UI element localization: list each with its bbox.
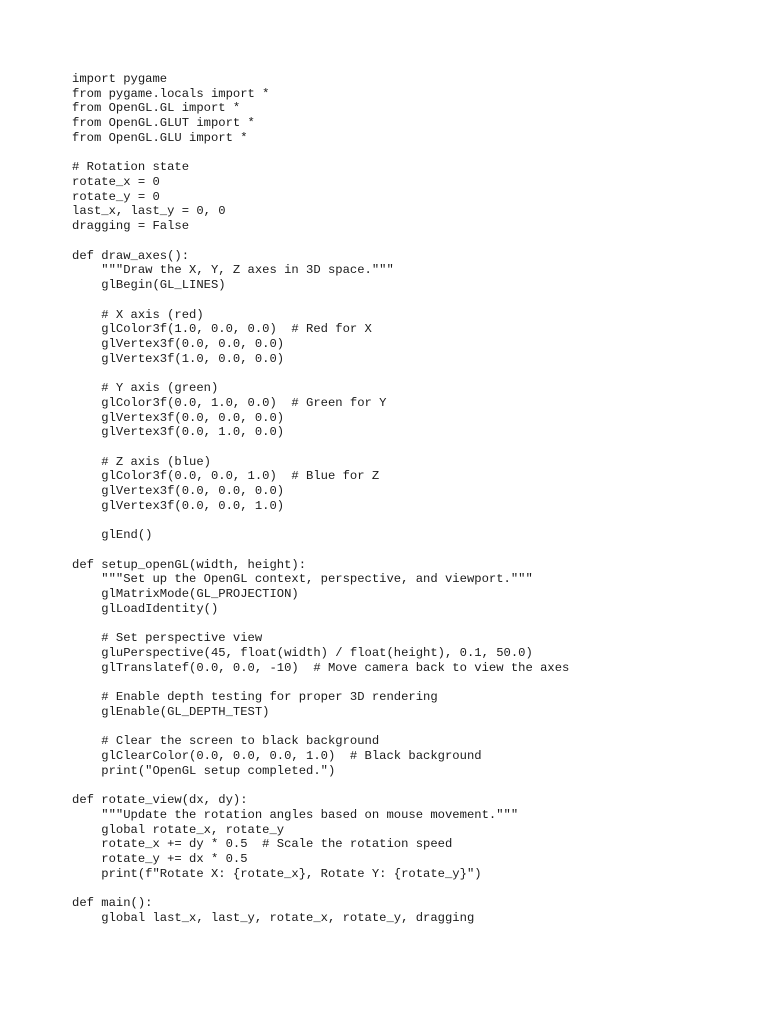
code-line: glColor3f(0.0, 0.0, 1.0) # Blue for Z (72, 469, 380, 484)
code-line (72, 440, 732, 455)
code-line: glColor3f(0.0, 1.0, 0.0) # Green for Y (72, 395, 387, 410)
code-line: global last_x, last_y, rotate_x, rotate_y, dragging (72, 910, 475, 925)
code-line: gluPerspective(45, float(width) / float(height), 0.1, 50.0) (72, 646, 533, 661)
code-line: rotate_x = 0 (72, 175, 160, 190)
code-line: rotate_y += dx * 0.5 (72, 852, 248, 867)
code-line: from OpenGL.GL import * (72, 101, 241, 116)
code-line: rotate_y = 0 (72, 189, 160, 204)
code-line (72, 543, 732, 558)
code-line: glVertex3f(0.0, 0.0, 0.0) (72, 336, 285, 351)
code-line (72, 514, 732, 529)
code-line: glVertex3f(0.0, 0.0, 0.0) (72, 410, 285, 425)
code-line (72, 779, 732, 794)
code-line (72, 882, 732, 897)
code-line: def draw_axes(): (72, 248, 190, 263)
code-line: # Clear the screen to black background (72, 734, 380, 749)
code-line: glEnable(GL_DEPTH_TEST) (72, 704, 270, 719)
code-line: def setup_openGL(width, height): (72, 557, 307, 572)
code-line: def rotate_view(dx, dy): (72, 793, 248, 808)
code-line: last_x, last_y = 0, 0 (72, 204, 226, 219)
code-line: from OpenGL.GLU import * (72, 130, 248, 145)
code-line (72, 146, 732, 161)
code-line: # X axis (red) (72, 307, 204, 322)
code-line: # Z axis (blue) (72, 454, 211, 469)
code-line: print(f"Rotate X: {rotate_x}, Rotate Y: {rotate_y}") (72, 866, 482, 881)
code-line: print("OpenGL setup completed.") (72, 763, 336, 778)
code-line: def main(): (72, 896, 153, 911)
code-line: dragging = False (72, 219, 190, 234)
code-line: glBegin(GL_LINES) (72, 278, 226, 293)
code-line (72, 675, 732, 690)
code-line: """Update the rotation angles based on mouse movement.""" (72, 807, 519, 822)
code-line: glEnd() (72, 528, 153, 543)
code-line (72, 720, 732, 735)
code-line (72, 293, 732, 308)
code-line: from OpenGL.GLUT import * (72, 116, 255, 131)
code-line: # Rotation state (72, 160, 190, 175)
code-line (72, 366, 732, 381)
code-line: import pygame (72, 72, 168, 86)
code-line: glVertex3f(0.0, 0.0, 0.0) (72, 484, 285, 499)
code-line: # Set perspective view (72, 631, 263, 646)
code-line: glVertex3f(0.0, 1.0, 0.0) (72, 425, 285, 440)
code-line: global rotate_x, rotate_y (72, 822, 285, 837)
code-line: glVertex3f(0.0, 0.0, 1.0) (72, 498, 285, 513)
code-line: # Enable depth testing for proper 3D rendering (72, 690, 438, 705)
code-line: glClearColor(0.0, 0.0, 0.0, 1.0) # Black background (72, 749, 482, 764)
code-line: glMatrixMode(GL_PROJECTION) (72, 587, 299, 602)
code-line: glLoadIdentity() (72, 601, 219, 616)
code-line: glVertex3f(1.0, 0.0, 0.0) (72, 351, 285, 366)
code-page (72, 72, 732, 926)
code-line: # Y axis (green) (72, 381, 219, 396)
code-line: """Draw the X, Y, Z axes in 3D space.""" (72, 263, 394, 278)
code-line: from pygame.locals import * (72, 86, 270, 101)
code-line (72, 234, 732, 249)
code-line: glTranslatef(0.0, 0.0, -10) # Move camera back to view the axes (72, 660, 570, 675)
code-line (72, 617, 732, 632)
code-line: glColor3f(1.0, 0.0, 0.0) # Red for X (72, 322, 372, 337)
code-line: """Set up the OpenGL context, perspective, and viewport.""" (72, 572, 533, 587)
code-line: rotate_x += dy * 0.5 # Scale the rotation speed (72, 837, 453, 852)
